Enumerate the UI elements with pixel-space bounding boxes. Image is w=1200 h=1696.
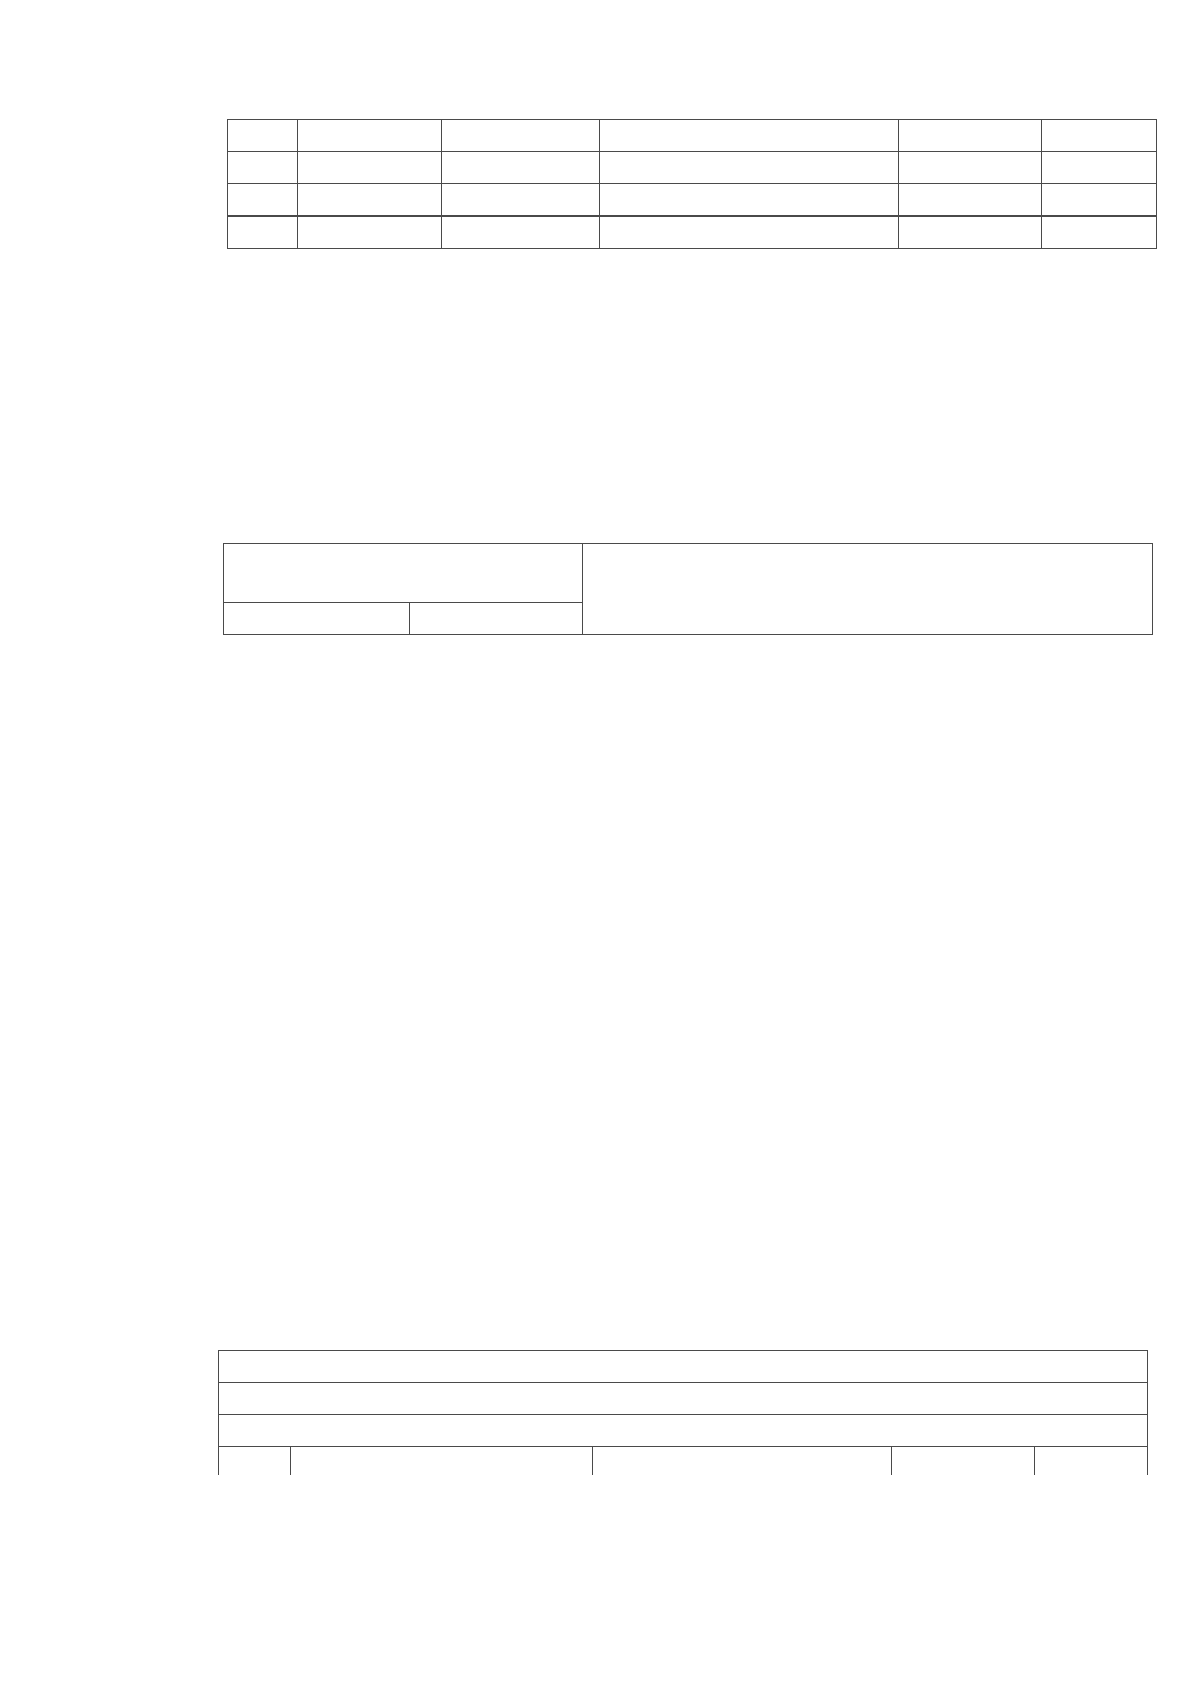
dash-row <box>228 217 1157 249</box>
note-cell <box>1042 120 1157 152</box>
header-from-point <box>224 603 410 635</box>
point-number-cell <box>228 120 298 152</box>
accuracy-cell <box>899 120 1042 152</box>
method-cell <box>599 184 899 216</box>
coord-y-cell <box>441 152 599 184</box>
point-number-cell <box>228 184 298 216</box>
coord-x-cell <box>297 184 441 216</box>
location-info-table <box>218 1350 1148 1475</box>
coord-x-cell <box>297 120 441 152</box>
coordinate-system <box>219 1383 1148 1415</box>
dash-cell <box>1042 217 1157 249</box>
col-designation <box>219 1447 291 1476</box>
table-row <box>228 152 1157 184</box>
location-table-title <box>219 1351 1148 1383</box>
table-row <box>228 120 1157 152</box>
dash-cell <box>228 217 298 249</box>
dash-cell <box>297 217 441 249</box>
col-method <box>592 1447 892 1476</box>
boundary-description-table <box>223 543 1153 635</box>
header-description <box>582 544 1152 635</box>
coord-y-cell <box>441 120 599 152</box>
note-cell <box>1042 152 1157 184</box>
coordinates-table-continued <box>227 119 1157 249</box>
coord-x-cell <box>297 152 441 184</box>
dash-cell <box>441 217 599 249</box>
header-to-point <box>409 603 582 635</box>
method-cell <box>599 152 899 184</box>
accuracy-cell <box>899 152 1042 184</box>
point-number-cell <box>228 152 298 184</box>
section2-caption <box>219 1415 1148 1447</box>
coord-y-cell <box>441 184 599 216</box>
note-cell <box>1042 184 1157 216</box>
col-coordinates <box>290 1447 592 1476</box>
method-cell <box>599 120 899 152</box>
dash-cell <box>899 217 1042 249</box>
table-row <box>228 184 1157 216</box>
dash-cell <box>599 217 899 249</box>
col-average <box>892 1447 1035 1476</box>
header-boundary-passage <box>224 544 583 603</box>
col-last <box>1035 1447 1148 1476</box>
accuracy-cell <box>899 184 1042 216</box>
